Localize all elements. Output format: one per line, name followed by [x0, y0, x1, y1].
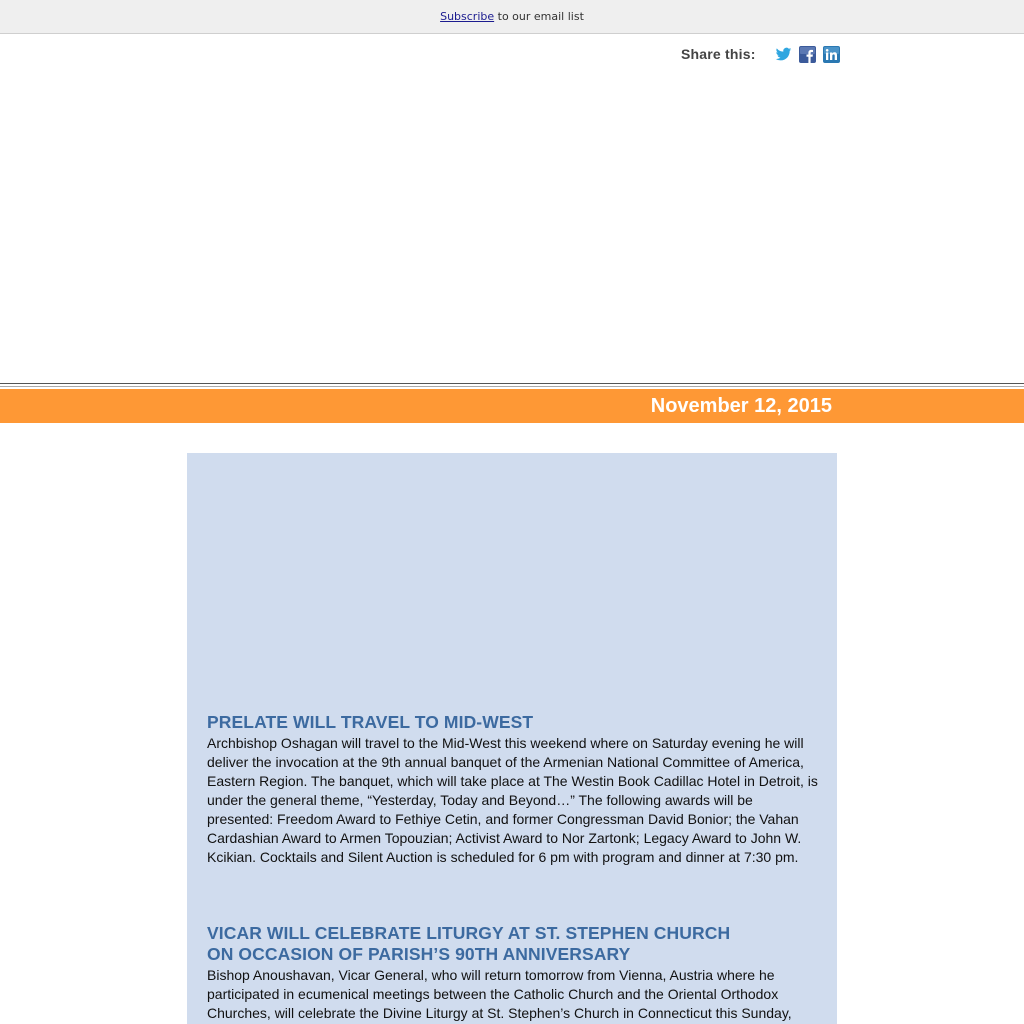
subscribe-suffix: to our email list [494, 10, 584, 23]
linkedin-icon[interactable] [823, 46, 840, 63]
headline-line: PRELATE WILL TRAVEL TO MID-WEST [207, 712, 534, 732]
issue-date: November 12, 2015 [650, 395, 832, 417]
share-label: Share this: [681, 46, 756, 62]
twitter-icon[interactable] [775, 46, 792, 63]
subscribe-link[interactable]: Subscribe [440, 10, 495, 23]
article-prelate-travel [207, 712, 819, 867]
article-vicar-liturgy [207, 923, 819, 1023]
article-headline [207, 712, 819, 733]
subscribe-bar [0, 0, 1024, 34]
header-divider [0, 383, 1024, 384]
date-banner [0, 389, 1024, 423]
article-body: Archbishop Oshagan will travel to the Mid-West this weekend where on Saturday evening he will deliver the invocation at the 9th annual banquet of the Armenian National Committee of America, Eastern Region. The banquet, which will take place at The Westin Book Cadillac Hotel in Detroit, is under the general theme, “Yesterday, Today and Beyond…” The following awards will be presented: Freedom Award to Fethiye Cetin, and former Congressman David Bonior; the Vahan Cardashian Award to Armen Topouzian; Activist Award to Nor Zartonk; Legacy Award to John W. Kcikian. Cocktails and Silent Auction is scheduled for 6 pm with program and dinner at 7:30 pm. [207, 735, 818, 865]
header-divider-thin [0, 386, 1024, 387]
newsletter-content [187, 453, 837, 1024]
article-headline [207, 923, 819, 965]
share-bar [681, 44, 840, 64]
article-body: Bishop Anoushavan, Vicar General, who will return tomorrow from Vienna, Austria where he participated in ecumenical meetings between the Catholic Church and the Oriental Orthodox Churches, will celebrate the Divine Liturgy at St. Stephen’s Church in Connecticut this Sunday, [207, 967, 792, 1021]
headline-line: ON OCCASION OF PARISH’S 90TH ANNIVERSARY [207, 944, 631, 964]
facebook-icon[interactable] [799, 46, 816, 63]
headline-line: VICAR WILL CELEBRATE LITURGY AT ST. STEPHEN CHURCH [207, 923, 731, 943]
